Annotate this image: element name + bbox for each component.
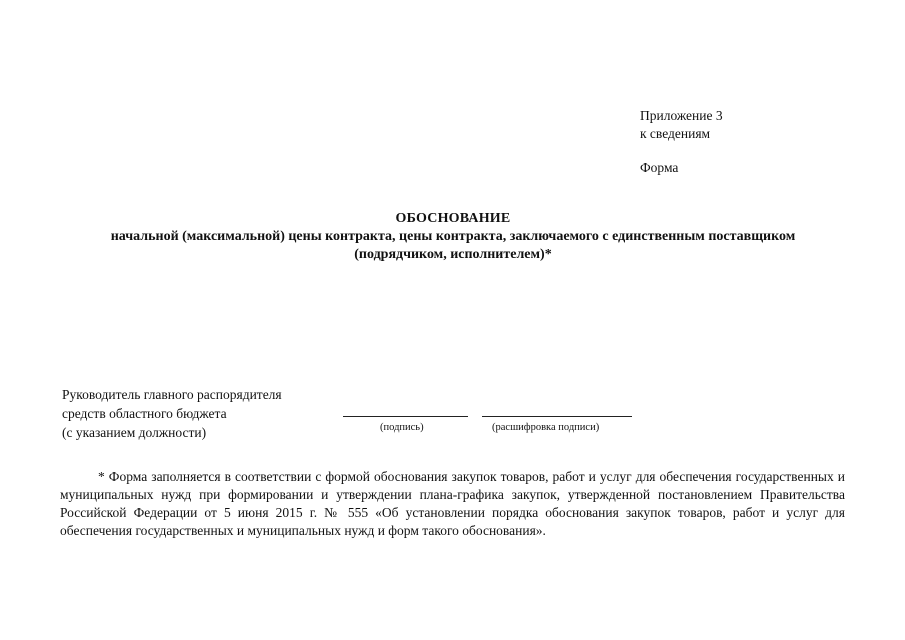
title-subtitle-line1: начальной (максимальной) цены контракта, цены контракта, заключаемого с единственным поставщиком (110, 229, 796, 244)
form-label: Форма (640, 160, 679, 175)
appendix-reference: к сведениям (640, 126, 711, 141)
footnote-text: * Форма заполняется в соответствии с формой обоснования закупок товаров, работ и услуг для обеспечения государственных и муниципальных нужд при формировании и утверждении плана-графика закупок, утвержденной постановлением Правительства Российской Федерации от 5 июня 2015 г. № 555 «Об установлении порядка обоснования закупок товаров, работ и услуг для обеспечения государственных и муниципальных нужд и форм такого обоснования». (60, 469, 845, 538)
signature-decoding-line (482, 416, 632, 417)
footnote (60, 468, 845, 540)
title-main: ОБОСНОВАНИЕ (395, 211, 511, 226)
title-subtitle-line2: (подрядчиком, исполнителем)* (354, 247, 552, 262)
signatory-line: средств областного бюджета (62, 406, 227, 421)
signatory-position (62, 385, 282, 442)
signature-line (343, 416, 468, 417)
appendix-header (640, 107, 723, 177)
signature-decoding-caption: (расшифровка подписи) (492, 422, 600, 433)
appendix-number: Приложение 3 (640, 108, 723, 123)
signatory-line: Руководитель главного распорядителя (62, 387, 282, 402)
signatory-line: (с указанием должности) (62, 425, 207, 440)
document-title (60, 210, 846, 264)
signature-caption: (подпись) (380, 422, 424, 433)
